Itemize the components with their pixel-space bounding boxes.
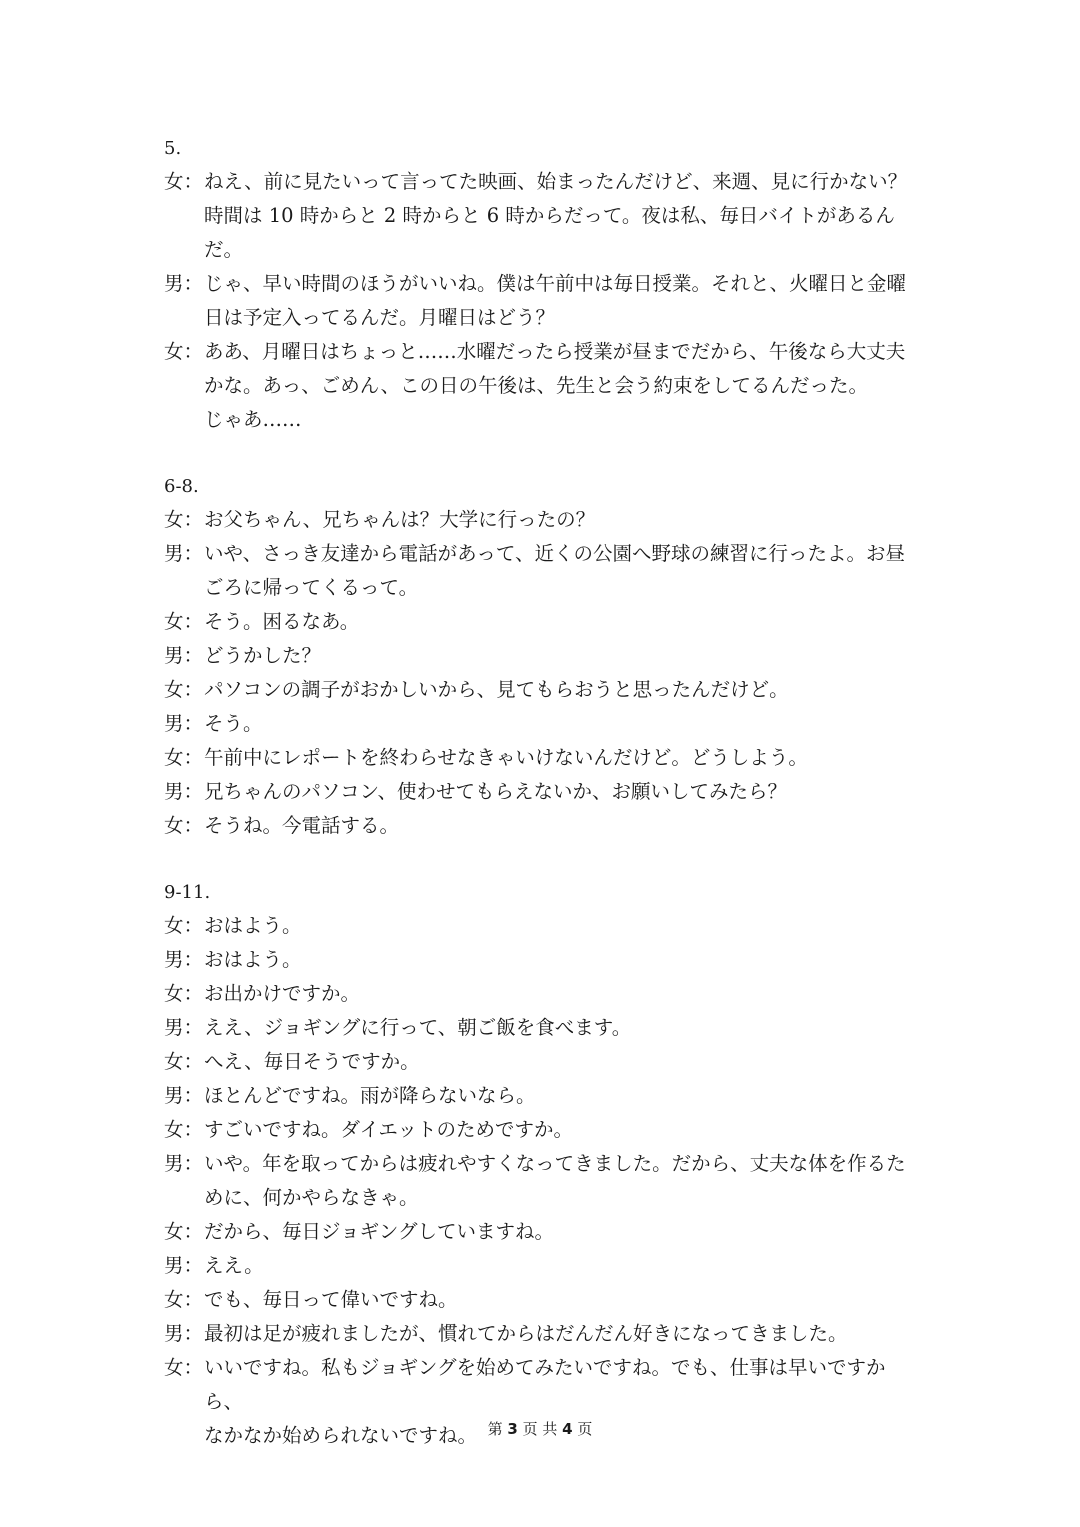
dialogue-text: 午前中にレポートを終わらせなきゃいけないんだけど。どうしよう。 [204,746,808,769]
dialogue-line [164,977,924,1011]
dialogue-line [164,267,924,335]
speaker-label: 女： [164,1118,204,1141]
dialogue-line [164,673,924,707]
dialogue-line [164,605,924,639]
dialogue-text: へえ、毎日そうですか。 [204,1050,420,1073]
footer-middle: 页 共 [522,1420,558,1438]
dialogue-text: じゃ、早い時間のほうがいいね。僕は午前中は毎日授業。それと、火曜日と金曜 日は予定入ってるんだ。月曜日はどう？ [204,272,907,329]
dialogue-line [164,1215,924,1249]
footer-suffix: 页 [577,1420,593,1438]
section-number: 9-11. [164,882,211,903]
dialogue-text: おはよう。 [204,948,302,971]
dialogue-line [164,707,924,741]
speaker-label: 女： [164,982,204,1005]
dialogue-text: ねえ、前に見たいって言ってた映画、始まったんだけど、来週、見に行かない？ 時間は 10 時からと 2 時からと 6 時からだって。夜は私、毎日バイトがあるんだ。 [204,170,908,261]
dialogue-text: ええ、ジョギングに行って、朝ご飯を食べます。 [204,1016,632,1039]
dialogue-text: おはよう。 [204,914,302,937]
dialogue-text: いや。年を取ってからは疲れやすくなってきました。だから、丈夫な体を作るた めに、何かやらなきゃ。 [204,1152,906,1209]
speaker-label: 男： [164,272,204,295]
speaker-label: 女： [164,1288,204,1311]
current-page-number: 3 [507,1420,518,1438]
speaker-label: 女： [164,1050,204,1073]
section-number: 5. [164,138,182,159]
dialogue-line [164,775,924,809]
speaker-label: 男： [164,948,204,971]
dialogue-text: そう。 [204,712,263,735]
dialogue-line [164,1147,924,1215]
dialogue-line [164,639,924,673]
speaker-label: 女： [164,914,204,937]
speaker-label: 男： [164,1322,204,1345]
dialogue-text: そう。困るなあ。 [204,610,360,633]
speaker-label: 男： [164,542,204,565]
dialogue-line [164,1045,924,1079]
speaker-label: 女： [164,1220,204,1243]
speaker-label: 男： [164,712,204,735]
speaker-label: 女： [164,814,204,837]
dialogue-text: どうかした？ [204,644,322,667]
dialogue-text: そうね。今電話する。 [204,814,400,837]
dialogue-section-9-11 [164,877,924,1453]
speaker-label: 女： [164,678,204,701]
dialogue-line [164,1113,924,1147]
dialogue-line [164,1283,924,1317]
dialogue-text: いいですね。私もジョギングを始めてみたいですね。でも、仕事は早いですから、 なかなか始められないですね。 [204,1356,886,1447]
dialogue-line [164,809,924,843]
dialogue-section-5 [164,133,924,437]
dialogue-line [164,1317,924,1351]
dialogue-text: だから、毎日ジョギングしていますね。 [204,1220,555,1243]
speaker-label: 男： [164,1084,204,1107]
dialogue-text: でも、毎日って偉いですね。 [204,1288,458,1311]
dialogue-line [164,537,924,605]
speaker-label: 女： [164,170,204,193]
total-pages-number: 4 [562,1420,573,1438]
speaker-label: 女： [164,746,204,769]
footer-prefix: 第 [487,1420,503,1438]
speaker-label: 男： [164,1152,204,1175]
dialogue-line [164,165,924,267]
dialogue-content [164,133,924,1453]
dialogue-text: お出かけですか。 [204,982,361,1005]
dialogue-line [164,503,924,537]
dialogue-line [164,335,924,437]
dialogue-text: ほとんどですね。雨が降らないなら。 [204,1084,536,1107]
dialogue-text: お父ちゃん、兄ちゃんは？大学に行ったの？ [204,508,596,531]
dialogue-text: 兄ちゃんのパソコン、使わせてもらえないか、お願いしてみたら？ [204,780,788,803]
speaker-label: 男： [164,1254,204,1277]
dialogue-line [164,1079,924,1113]
page-footer [0,1418,1080,1440]
dialogue-line [164,741,924,775]
dialogue-section-6-8 [164,471,924,843]
dialogue-line [164,943,924,977]
speaker-label: 男： [164,1016,204,1039]
dialogue-text: ああ、月曜日はちょっと……水曜だったら授業が昼までだから、午後なら大丈夫 かな。あっ、ごめん、この日の午後は、先生と会う約束をしてるんだった。 じゃあ…… [204,340,906,431]
dialogue-text: 最初は足が疲れましたが、慣れてからはだんだん好きになってきました。 [204,1322,848,1345]
speaker-label: 女： [164,508,204,531]
speaker-label: 女： [164,340,204,363]
speaker-label: 女： [164,610,204,633]
dialogue-line [164,1249,924,1283]
dialogue-text: いや、さっき友達から電話があって、近くの公園へ野球の練習に行ったよ。お昼 ごろに帰ってくるって。 [204,542,906,599]
dialogue-text: パソコンの調子がおかしいから、見てもらおうと思ったんだけど。 [204,678,789,701]
speaker-label: 男： [164,644,204,667]
section-number: 6-8. [164,476,199,497]
dialogue-text: すごいですね。ダイエットのためですか。 [204,1118,573,1141]
dialogue-line [164,1011,924,1045]
dialogue-text: ええ。 [204,1254,264,1277]
speaker-label: 女： [164,1356,204,1379]
speaker-label: 男： [164,780,204,803]
dialogue-line [164,909,924,943]
